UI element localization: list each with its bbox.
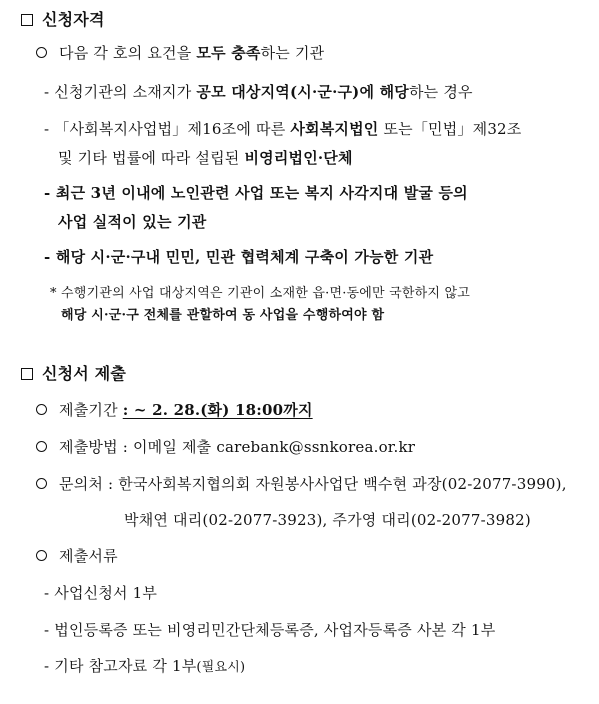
- note-star: *: [50, 286, 57, 301]
- qualification-item-2: - 「사회복지사업법」제16조에 따른 사회복지법인 또는「민법」제32조: [44, 120, 522, 138]
- document-item-2: - 법인등록증 또는 비영리민간단체등록증, 사업자등록증 사본 각 1부: [44, 621, 496, 639]
- circle-bullet-icon: [36, 550, 47, 561]
- document-item-1: - 사업신청서 1부: [44, 584, 158, 602]
- circle-bullet-icon: [36, 404, 47, 415]
- submission-contact: 문의처 : 한국사회복지협의회 자원봉사사업단 백수현 과장(02-2077-3990),: [36, 474, 567, 494]
- circle-bullet-icon: [36, 441, 47, 452]
- submission-contact-cont: 박채연 대리(02-2077-3923), 주가영 대리(02-2077-3982): [124, 511, 531, 529]
- circle-bullet-icon: [36, 47, 47, 58]
- dash-bullet: -: [44, 657, 50, 675]
- dash-bullet: -: [44, 184, 51, 202]
- submission-method: 제출방법 : 이메일 제출 carebank@ssnkorea.or.kr: [36, 437, 415, 457]
- qualification-note-cont: 해당 시·군·구 전체를 관할하여 동 사업을 수행하여야 함: [61, 308, 385, 323]
- submission-documents: 제출서류: [36, 546, 118, 566]
- checkbox-square-icon: [21, 14, 33, 26]
- qualification-heading: 신청자격: [21, 10, 105, 30]
- document-item-3: - 기타 참고자료 각 1부(필요시): [44, 657, 246, 675]
- qualification-note: * 수행기관의 사업 대상지역은 기관이 소재한 읍·면·동에만 국한하지 않고: [50, 286, 471, 301]
- dash-bullet: -: [44, 120, 50, 138]
- dash-bullet: -: [44, 83, 50, 101]
- qualification-item-3: - 최근 3년 이내에 노인관련 사업 또는 복지 사각지대 발굴 등의: [44, 184, 468, 202]
- dash-bullet: -: [44, 621, 50, 639]
- criteria-line: 다음 각 호의 요건을 모두 충족하는 기관: [36, 43, 324, 63]
- qualification-item-2-cont: 및 기타 법률에 따라 설립된 비영리법인·단체: [58, 149, 353, 167]
- qualification-item-3-cont: 사업 실적이 있는 기관: [58, 213, 207, 231]
- circle-bullet-icon: [36, 478, 47, 489]
- dash-bullet: -: [44, 248, 51, 266]
- checkbox-square-icon: [21, 368, 33, 380]
- qualification-item-4: - 해당 시·군·구내 민민, 민관 협력체계 구축이 가능한 기관: [44, 248, 434, 266]
- submission-heading: 신청서 제출: [21, 364, 126, 384]
- submission-period: 제출기간 : ~ 2. 28.(화) 18:00까지: [36, 400, 313, 420]
- dash-bullet: -: [44, 584, 50, 602]
- qualification-item-1: - 신청기관의 소재지가 공모 대상지역(시·군·구)에 해당하는 경우: [44, 83, 473, 101]
